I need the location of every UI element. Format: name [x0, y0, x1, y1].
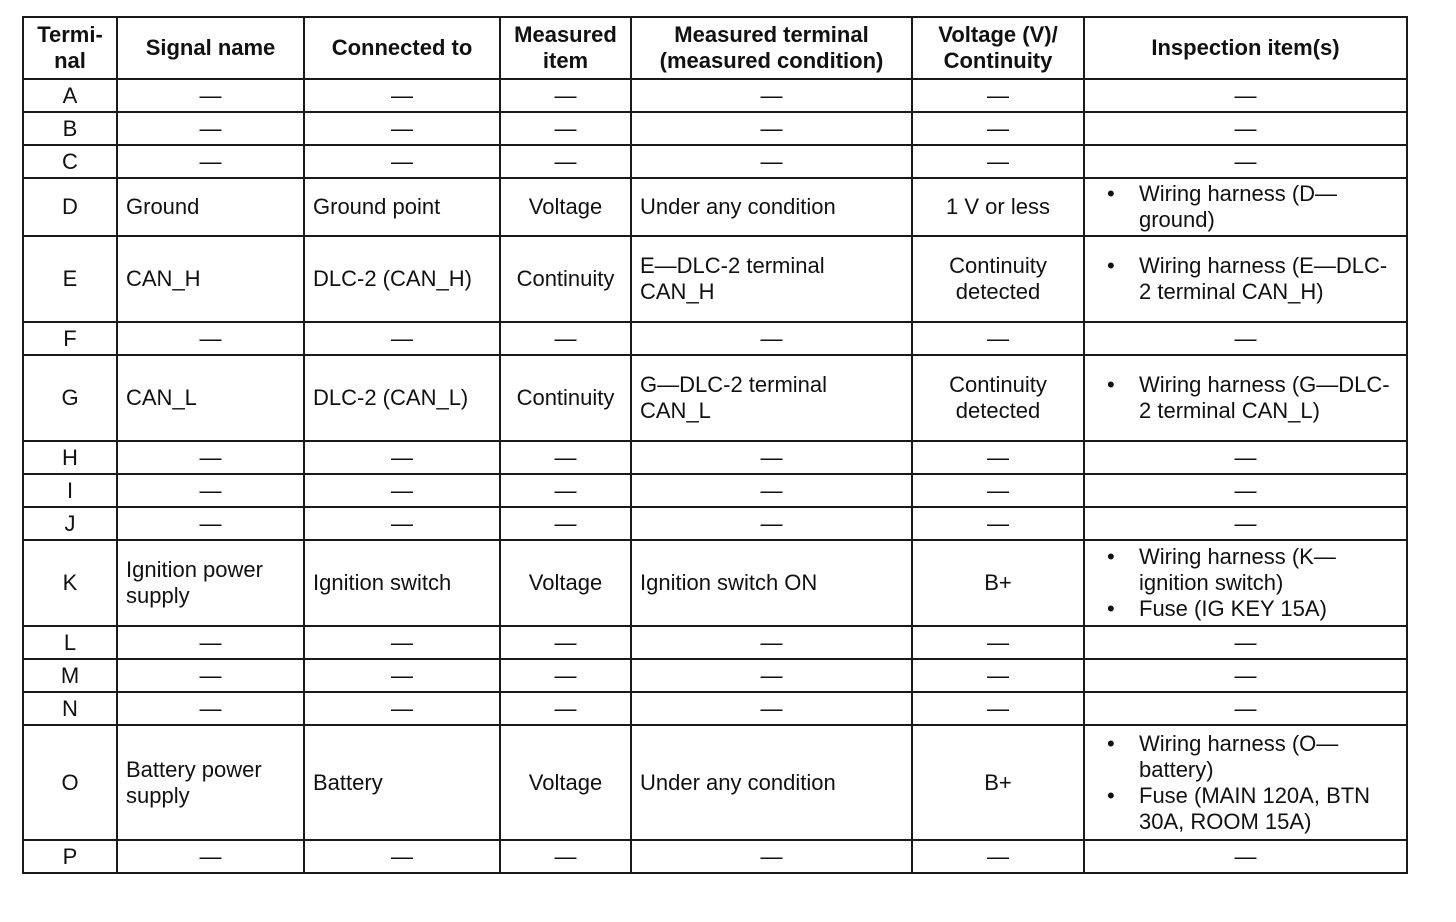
inspection-items-cell [1084, 236, 1407, 322]
connected-to-cell: — [304, 145, 500, 178]
table-body [23, 79, 1407, 873]
header-measured-terminal-label: Measured terminal (measured condition) [659, 22, 884, 73]
inspection-item: • Wiring harness (G—DLC-2 terminal CAN_L) [1139, 372, 1398, 424]
inspection-item: — [1234, 629, 1257, 655]
table-row [23, 178, 1407, 236]
terminal-cell: M [23, 659, 117, 692]
inspection-item: — [1234, 325, 1257, 351]
header-inspection-items-label: Inspection item(s) [1151, 35, 1340, 60]
terminal-cell: C [23, 145, 117, 178]
voltage-continuity-cell: — [912, 659, 1084, 692]
signal-name-cell: Ground [117, 178, 304, 236]
connected-to-cell: Ground point [304, 178, 500, 236]
inspection-items-cell [1084, 659, 1407, 692]
signal-name-cell: — [117, 145, 304, 178]
table-row [23, 322, 1407, 355]
inspection-item: — [1234, 843, 1257, 869]
terminal-cell: I [23, 474, 117, 507]
terminal-cell: F [23, 322, 117, 355]
inspection-items-cell [1084, 540, 1407, 626]
voltage-continuity-cell: B+ [912, 540, 1084, 626]
inspection-list [1093, 181, 1398, 233]
inspection-items-cell [1084, 474, 1407, 507]
voltage-continuity-cell: Continuity detected [912, 355, 1084, 441]
measured-item-cell: — [500, 112, 631, 145]
inspection-items-cell [1084, 441, 1407, 474]
inspection-list [1093, 731, 1398, 835]
terminal-cell: H [23, 441, 117, 474]
inspection-items-cell [1084, 79, 1407, 112]
table-row [23, 840, 1407, 873]
measured-item-cell: Voltage [500, 540, 631, 626]
terminal-cell: D [23, 178, 117, 236]
measured-item-cell: — [500, 441, 631, 474]
voltage-continuity-cell: — [912, 112, 1084, 145]
table-row [23, 692, 1407, 725]
voltage-continuity-cell: B+ [912, 725, 1084, 840]
header-measured-item-label: Measured item [514, 22, 617, 73]
terminal-cell: N [23, 692, 117, 725]
signal-name-cell: — [117, 112, 304, 145]
table-row [23, 441, 1407, 474]
measured-condition-cell: Under any condition [631, 178, 912, 236]
connected-to-cell: — [304, 79, 500, 112]
connected-to-cell: — [304, 441, 500, 474]
measured-condition-cell: — [631, 441, 912, 474]
measured-condition-cell: Under any condition [631, 725, 912, 840]
terminal-inspection-table [22, 16, 1408, 874]
signal-name-cell: Battery power supply [117, 725, 304, 840]
header-row [23, 17, 1407, 79]
signal-name-cell: CAN_H [117, 236, 304, 322]
inspection-items-cell [1084, 725, 1407, 840]
inspection-item: — [1234, 477, 1257, 503]
measured-item-cell: Voltage [500, 725, 631, 840]
inspection-item: • Wiring harness (D—ground) [1139, 181, 1398, 233]
connected-to-cell: — [304, 112, 500, 145]
measured-item-cell: — [500, 145, 631, 178]
inspection-items-cell [1084, 145, 1407, 178]
measured-item-cell: — [500, 474, 631, 507]
connected-to-cell: DLC-2 (CAN_L) [304, 355, 500, 441]
measured-item-cell: — [500, 626, 631, 659]
connected-to-cell: — [304, 507, 500, 540]
voltage-continuity-cell: — [912, 840, 1084, 873]
header-signal-name-label: Signal name [145, 35, 276, 60]
terminal-cell: B [23, 112, 117, 145]
measured-item-cell: — [500, 79, 631, 112]
connected-to-cell: — [304, 474, 500, 507]
connected-to-cell: — [304, 626, 500, 659]
signal-name-cell: — [117, 79, 304, 112]
inspection-item: — [1234, 115, 1257, 141]
measured-condition-cell: — [631, 145, 912, 178]
voltage-continuity-cell: — [912, 79, 1084, 112]
table-row [23, 725, 1407, 840]
inspection-item: • Wiring harness (E—DLC-2 terminal CAN_H) [1139, 253, 1398, 305]
inspection-item: — [1234, 695, 1257, 721]
inspection-item: • Wiring harness (K—ignition switch) [1139, 544, 1398, 596]
measured-item-cell: Voltage [500, 178, 631, 236]
inspection-items-cell [1084, 840, 1407, 873]
measured-condition-cell: E—DLC-2 terminal CAN_H [631, 236, 912, 322]
table-row [23, 112, 1407, 145]
signal-name-cell: — [117, 840, 304, 873]
header-signal-name [117, 17, 304, 79]
header-terminal-label: Termi- nal [37, 22, 103, 73]
table-row [23, 659, 1407, 692]
inspection-list [1093, 544, 1398, 622]
voltage-continuity-cell: — [912, 441, 1084, 474]
inspection-items-cell [1084, 178, 1407, 236]
measured-item-cell: — [500, 692, 631, 725]
inspection-item: — [1234, 148, 1257, 174]
measured-condition-cell: G—DLC-2 terminal CAN_L [631, 355, 912, 441]
signal-name-cell: — [117, 692, 304, 725]
measured-item-cell: — [500, 507, 631, 540]
table-row [23, 79, 1407, 112]
header-measured-terminal [631, 17, 912, 79]
inspection-item: • Wiring harness (O—battery) [1139, 731, 1398, 783]
inspection-items-cell [1084, 626, 1407, 659]
voltage-continuity-cell: — [912, 692, 1084, 725]
header-inspection-items [1084, 17, 1407, 79]
table-row [23, 507, 1407, 540]
terminal-cell: A [23, 79, 117, 112]
signal-name-cell: — [117, 659, 304, 692]
signal-name-cell: — [117, 626, 304, 659]
voltage-continuity-cell: — [912, 507, 1084, 540]
terminal-cell: E [23, 236, 117, 322]
measured-item-cell: — [500, 840, 631, 873]
measured-condition-cell: — [631, 507, 912, 540]
inspection-item: — [1234, 82, 1257, 108]
header-connected-to [304, 17, 500, 79]
measured-condition-cell: — [631, 322, 912, 355]
measured-condition-cell: — [631, 692, 912, 725]
signal-name-cell: — [117, 441, 304, 474]
header-voltage-continuity [912, 17, 1084, 79]
table-row [23, 355, 1407, 441]
header-connected-to-label: Connected to [331, 35, 473, 60]
measured-item-cell: Continuity [500, 236, 631, 322]
connected-to-cell: — [304, 840, 500, 873]
table-row [23, 474, 1407, 507]
inspection-item: — [1234, 662, 1257, 688]
header-terminal [23, 17, 117, 79]
voltage-continuity-cell: Continuity detected [912, 236, 1084, 322]
voltage-continuity-cell: — [912, 145, 1084, 178]
voltage-continuity-cell: — [912, 322, 1084, 355]
measured-condition-cell: — [631, 840, 912, 873]
measured-item-cell: — [500, 659, 631, 692]
measured-condition-cell: — [631, 659, 912, 692]
inspection-items-cell [1084, 355, 1407, 441]
header-voltage-continuity-label: Voltage (V)/ Continuity [938, 22, 1058, 73]
signal-name-cell: — [117, 474, 304, 507]
inspection-items-cell [1084, 692, 1407, 725]
table-row [23, 540, 1407, 626]
measured-condition-cell: Ignition switch ON [631, 540, 912, 626]
inspection-items-cell [1084, 507, 1407, 540]
inspection-item: — [1234, 510, 1257, 536]
inspection-item: • Fuse (MAIN 120A, BTN 30A, ROOM 15A) [1139, 783, 1398, 835]
connected-to-cell: Ignition switch [304, 540, 500, 626]
measured-condition-cell: — [631, 626, 912, 659]
measured-item-cell: Continuity [500, 355, 631, 441]
inspection-item: — [1234, 444, 1257, 470]
table-row [23, 626, 1407, 659]
inspection-items-cell [1084, 112, 1407, 145]
signal-name-cell: — [117, 322, 304, 355]
measured-condition-cell: — [631, 112, 912, 145]
inspection-item: • Fuse (IG KEY 15A) [1139, 596, 1398, 622]
measured-condition-cell: — [631, 79, 912, 112]
signal-name-cell: Ignition power supply [117, 540, 304, 626]
connected-to-cell: DLC-2 (CAN_H) [304, 236, 500, 322]
inspection-list [1093, 372, 1398, 424]
voltage-continuity-cell: 1 V or less [912, 178, 1084, 236]
measured-condition-cell: — [631, 474, 912, 507]
terminal-cell: J [23, 507, 117, 540]
terminal-cell: K [23, 540, 117, 626]
connected-to-cell: — [304, 659, 500, 692]
terminal-cell: G [23, 355, 117, 441]
table-row [23, 236, 1407, 322]
terminal-cell: P [23, 840, 117, 873]
connected-to-cell: — [304, 322, 500, 355]
inspection-list [1093, 253, 1398, 305]
signal-name-cell: CAN_L [117, 355, 304, 441]
connected-to-cell: Battery [304, 725, 500, 840]
header-measured-item [500, 17, 631, 79]
terminal-cell: L [23, 626, 117, 659]
voltage-continuity-cell: — [912, 474, 1084, 507]
terminal-cell: O [23, 725, 117, 840]
connected-to-cell: — [304, 692, 500, 725]
inspection-items-cell [1084, 322, 1407, 355]
voltage-continuity-cell: — [912, 626, 1084, 659]
table-row [23, 145, 1407, 178]
signal-name-cell: — [117, 507, 304, 540]
measured-item-cell: — [500, 322, 631, 355]
